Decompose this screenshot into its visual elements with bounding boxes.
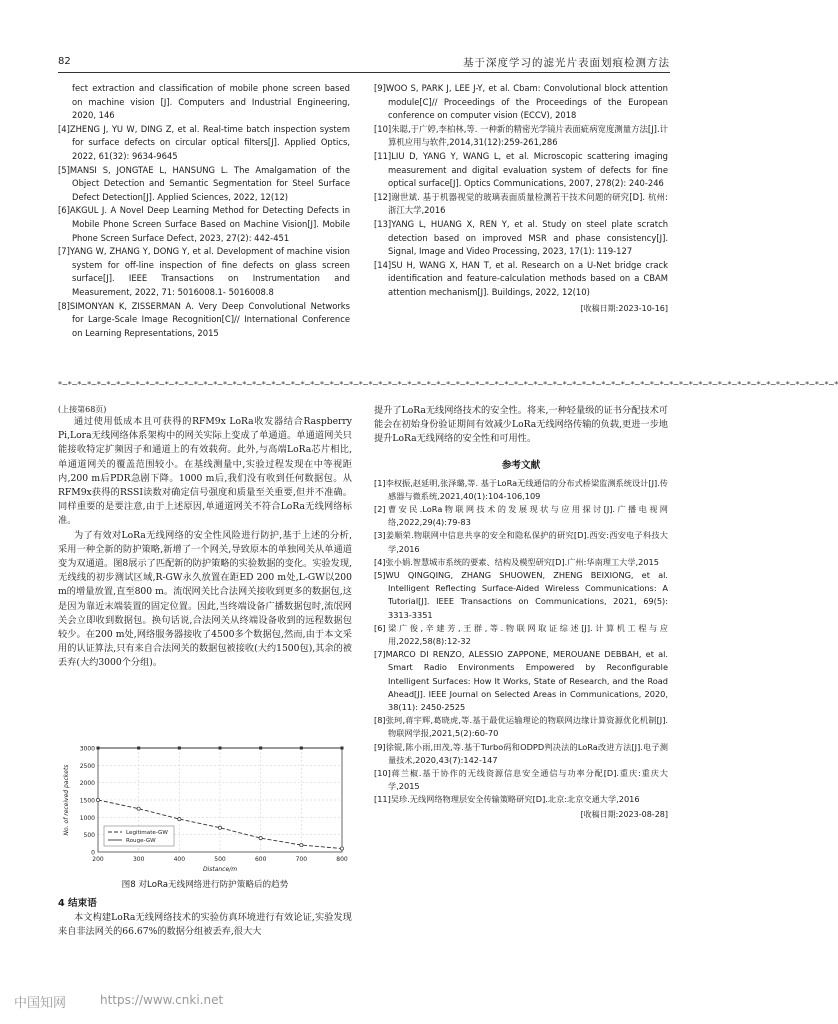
data-point	[96, 798, 99, 801]
y-tick-label: 3000	[79, 745, 95, 753]
legend-label: Legitimate-GW	[126, 830, 168, 836]
body-paragraph: 为了有效对LoRa无线网络的安全性风险进行防护,基于上述的分析,采用一种全新的防护策略,新增了一个网关,导致原本的单独网关从单通道变为双通道。图8展示了匹配新的防护策略的实验数据的变化。实验发现,无线线的初步测试区域,R-GW永久放置在距ED 200 m处,L-GW以200 m的增量放置,直至800 m。流氓网关比合法网关接收到更多的数据包,这是因为靠近末端装置的固定位置。因此,当终端设备广播数据包时,流氓网关会立即收到数据包。换句话说,合法网关从终端设备收到的远程数据包较少。在200 m处,网络服务器接收了4500多个数据包,然而,由于本文采用的认证算法,只有来自合法网关的数据包被接收(大约1500包),其余的被丢弃(大约3000个分组)。	[58, 529, 352, 669]
data-point	[137, 807, 140, 810]
body-paragraph: 通过使用低成本且可获得的RFM9x LoRa收发器结合Raspberry Pi,Lora无线网络体系架构中的网关实际上变成了单通道。单通道网关只能接收特定扩频因子和通道上的有效载荷。此外,与高端LoRa芯片相比,单通道网关的覆盖范围较小。在基线测量中,实验过程发现在中等视距内,200 m后PDR急剧下降。1000 m后,我们没有收到任何数据包。从RFM9x获得的RSSI读数对确定信号强度和质量至关重要,但并不准确。同样重要的是要注意,由于上述原因,单通道网关不符合LoRa无线网络标准。	[58, 416, 352, 527]
reference-item: [4]ZHENG J, YU W, DING Z, et al. Real-time batch inspection system for surface defects on circular optical filters[J]. Applied Optics, 2022, 61(32): 9634-9645	[58, 123, 350, 161]
reference-item: [6]梁广俊,辛建芳,王群,等.物联网取证综述[J].计算机工程与应用,2022,58(8):12-32	[374, 622, 668, 647]
x-tick-label: 800	[336, 856, 348, 863]
line-chart	[60, 742, 352, 874]
bottom-right-column	[374, 404, 668, 820]
x-tick-label: 700	[295, 856, 308, 863]
data-point	[341, 747, 344, 750]
reference-item: [9]WOO S, PARK J, LEE J-Y, et al. Cbam: Convolutional block attention module[C]// Proceedings of the Proceedings of the European conference on computer vision (ECCV), 2018	[374, 83, 668, 121]
reference-item: [10]蒋兰椒.基于协作的无线资源信息安全通信与功率分配[D].重庆:重庆大学,2015	[374, 768, 668, 792]
data-point	[178, 817, 181, 820]
page-number: 82	[58, 56, 71, 67]
reference-item: [11]LIU D, YANG Y, WANG L, et al. Microscopic scattering imaging measurement and digital evaluation system of defects for fine optical surface[J]. Optics Communications, 2007, 278(2): 240-246	[374, 150, 668, 189]
data-point	[259, 747, 262, 750]
figure-caption: 图8 对LoRa无线网络进行防护策略后的趋势	[121, 880, 289, 890]
reference-item: [13]YANG L, HUANG X, REN Y, et al. Study on steel plate scratch detection based on improved MSR and phase consistency[J]. Signal, Image and Video Processing, 2023, 17(1): 119-127	[374, 218, 668, 257]
data-point	[300, 747, 303, 750]
reference-item: [7]YANG W, ZHANG Y, DONG Y, et al. Development of machine vision system for off-line inspection of fine defects on glass screen surface[J]. IEEE Transactions on Instrumentation and Measurement, 2022, 71: 5016008.1- 5016008.8	[58, 246, 350, 297]
data-point	[259, 837, 262, 840]
y-tick-label: 2500	[79, 762, 95, 770]
reference-item: [8]SIMONYAN K, ZISSERMAN A. Very Deep Convolutional Networks for Large-Scale Image Recognition[C]// International Conference on Learning Representations, 2015	[58, 300, 350, 338]
x-tick-label: 200	[92, 856, 104, 863]
reference-item: [10]朱聪,于广婷,李柏林,等. 一种新的精密光学镜片表面疵病宽度测量方法[J].计算机应用与软件,2014,31(12):259-261,286	[374, 123, 668, 148]
reference-item: [3]姜顺荣.物联网中信息共享的安全和隐私保护的研究[D].西安:西安电子科技大学,2016	[374, 530, 668, 554]
data-point	[97, 747, 100, 750]
x-tick-label: 300	[132, 856, 145, 863]
figure-8	[60, 742, 352, 874]
data-point	[178, 747, 181, 750]
wavy-divider: *~*~*~*~*~*~*~*~*~*~*~*~*~*~*~*~*~*~*~*~*~*~*~*~*~*~*~*~*~*~*~*~*~*~*~*~*~*~*~*~*~*~*~*~*~*~*~*~*~*~*~*~*~*~*~*~*~*~*~*~*~*~*~*~*~*~*~*~*~*~*~*~*~*~*~*~*~*~*~*~*	[58, 380, 838, 389]
reference-item: [11]吴珍.无线网络物理层安全传输策略研究[D].北京:北京交通大学,2016	[374, 794, 640, 805]
y-tick-label: 1500	[79, 797, 95, 805]
data-point	[219, 747, 222, 750]
body-paragraph: 本文构建LoRa无线网络技术的实验仿真环境进行有效论证,实验发现来自非法网关的66.67%的数据分组被丢弃,很大大	[58, 912, 352, 938]
y-tick-label: 500	[83, 832, 95, 840]
reference-item: [2]曹安民.LoRa物联网技术的发展现状与应用探讨[J].广播电视网络,2022,29(4):79-83	[374, 504, 668, 528]
running-title: 基于深度学习的滤光片表面划痕检测方法	[463, 57, 670, 69]
x-tick-label: 600	[254, 856, 267, 863]
references-list	[374, 477, 668, 807]
data-point	[340, 847, 343, 850]
continued-note: (上接第68页)	[58, 405, 107, 414]
closing-paragraph-wrap	[58, 911, 352, 939]
y-axis-label: No. of received packets	[63, 764, 70, 836]
reference-item: [12]谢世斌. 基于机器视觉的玻璃表面质量检测若干技术问题的研究[D]. 杭州:浙江大学,2016	[374, 191, 668, 216]
x-tick-label: 400	[173, 856, 186, 863]
top-right-references	[374, 82, 668, 315]
reference-item: [14]SU H, WANG X, HAN T, et al. Research on a U-Net bridge crack identification and feature-calculation methods based on a CBAM attention mechanism[J]. Buildings, 2022, 12(10)	[374, 259, 668, 297]
reference-item: [5]WU QINGQING, ZHANG SHUOWEN, ZHENG BEIXIONG, et al. Intelligent Reflecting Surface-Aided Wireless Communications: A Tutorial[J]. IEEE Transactions on Communications, 2021, 69(5): 3313-3351	[374, 570, 668, 620]
data-point	[137, 747, 140, 750]
reference-item: [6]AKGUL J. A Novel Deep Learning Method for Detecting Defects in Mobile Phone Screen Surface Based on Machine Vision[J]. Mobile Phone Screen Surface Defect, 2023, 27(2): 442-451	[58, 205, 350, 243]
body-paragraph: 提升了LoRa无线网络技术的安全性。将来,一种轻量级的证书分配技术可能会在初始身份验证期间有效减少LoRa无线网络传输的负载,更进一步地提升LoRa无线网络的安全性和可用性。	[374, 405, 668, 445]
x-tick-label: 500	[214, 856, 226, 863]
cnki-url[interactable]: https://www.cnki.net	[100, 993, 224, 1007]
reference-item: [7]MARCO DI RENZO, ALESSIO ZAPPONE, MEROUANE DEBBAH, et al. Smart Radio Environments Empowered by Reconfigurable Intelligent Surfaces: How It Works, State of Research, and the Road Ahead[J]. IEEE Journal on Selected Areas in Communications, 2020, 38(11): 2450-2525	[374, 649, 668, 713]
references-heading: 参考文献	[501, 459, 541, 471]
y-tick-label: 0	[91, 849, 95, 857]
data-point	[300, 843, 303, 846]
x-axis-label: Distance/m	[202, 866, 238, 873]
received-date: [收稿日期:2023-10-16]	[580, 303, 668, 313]
reference-item: [1]李权振,赵延明,张泽璐,等. 基于LoRa无线通信的分布式桥梁监测系统设计[J].传感器与微系统,2021,40(1):104-106,109	[374, 477, 668, 501]
reference-item: [9]徐锟,陈小雨,田茂,等.基于Turbo码和ODPD判决法的LoRa改进方法[J].电子测量技术,2020,43(7):142-147	[374, 741, 668, 765]
y-tick-label: 1000	[79, 814, 95, 822]
cnki-logo-text: 中国知网	[14, 996, 67, 1011]
received-date: [收稿日期:2023-08-28]	[580, 809, 668, 819]
reference-item: [8]张珂,蒋宇辉,葛晓虎,等.基于最优运输理论的物联网边缘计算资源优化机制[J].物联网学报,2021,5(2):60-70	[374, 715, 668, 739]
bottom-left-column	[58, 404, 352, 671]
legend-label: Rouge-GW	[126, 838, 156, 844]
reference-item: [4]张小娟.智慧城市系统的要素、结构及模型研究[D].广州:华南理工大学,2015	[374, 556, 659, 567]
data-point	[218, 826, 221, 829]
reference-item: fect extraction and classification of mobile phone screen based on machine vision [J]. Computers and Industrial Engineering, 2020, 146	[72, 83, 350, 121]
top-left-references	[58, 82, 350, 340]
header-rule	[58, 72, 670, 73]
reference-item: [5]MANSI S, JONGTAE L, HANSUNG L. The Amalgamation of the Object Detection and Semantic Segmentation for Steel Surface Defect Detection[J]. Applied Sciences, 2022, 12(12)	[58, 164, 350, 202]
y-tick-label: 2000	[79, 780, 95, 788]
section-heading: 4 结束语	[58, 898, 97, 909]
